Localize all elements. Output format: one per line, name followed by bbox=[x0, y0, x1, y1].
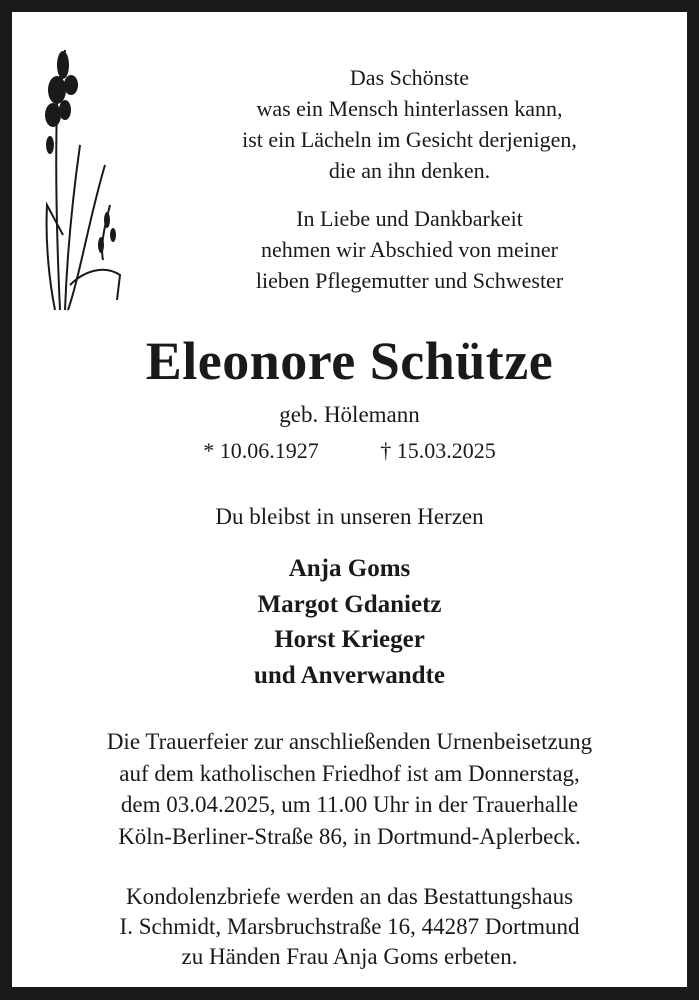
mourner: Horst Krieger bbox=[274, 626, 425, 653]
poem bbox=[120, 62, 699, 186]
condolence-info bbox=[0, 882, 699, 972]
mourners-list bbox=[0, 551, 699, 693]
mourner: Anja Goms bbox=[288, 555, 411, 582]
life-dates bbox=[0, 438, 699, 464]
farewell-line: In Liebe und Dankbarkeit bbox=[296, 206, 523, 231]
funeral-line: Köln-Berliner-Straße 86, in Dortmund-Aplerbeck. bbox=[118, 823, 581, 849]
poem-line: was ein Mensch hinterlassen kann, bbox=[256, 96, 563, 121]
poem-line: Das Schönste bbox=[349, 65, 470, 90]
farewell-line: nehmen wir Abschied von meiner bbox=[261, 237, 558, 262]
mourner: Margot Gdanietz bbox=[257, 590, 442, 618]
grass-illustration-icon bbox=[35, 45, 125, 315]
birth-name: geb. Hölemann bbox=[279, 402, 420, 427]
condolence-line: I. Schmidt, Marsbruchstraße 16, 44287 Dortmund bbox=[119, 914, 580, 939]
death-date: † 15.03.2025 bbox=[380, 438, 496, 463]
birth-date: * 10.06.1927 bbox=[203, 438, 319, 463]
poem-line: ist ein Lächeln im Gesicht derjenigen, bbox=[242, 127, 577, 152]
poem-line: die an ihn denken. bbox=[328, 158, 491, 183]
deceased-name: Eleonore Schütze bbox=[145, 331, 554, 391]
condolence-line: zu Händen Frau Anja Goms erbeten. bbox=[181, 944, 518, 969]
funeral-line: auf dem katholischen Friedhof ist am Donnerstag, bbox=[119, 760, 580, 786]
mourner: und Anverwandte bbox=[253, 661, 445, 689]
closing-line: Du bleibst in unseren Herzen bbox=[215, 504, 484, 529]
condolence-line: Kondolenzbriefe werden an das Bestattungshaus bbox=[125, 884, 574, 909]
farewell-text bbox=[120, 203, 699, 296]
funeral-info bbox=[0, 726, 699, 852]
farewell-line: lieben Pflegemutter und Schwester bbox=[255, 268, 564, 293]
funeral-line: dem 03.04.2025, um 11.00 Uhr in der Trauerhalle bbox=[120, 792, 579, 817]
funeral-line: Die Trauerfeier zur anschließenden Urnenbeisetzung bbox=[106, 729, 593, 754]
